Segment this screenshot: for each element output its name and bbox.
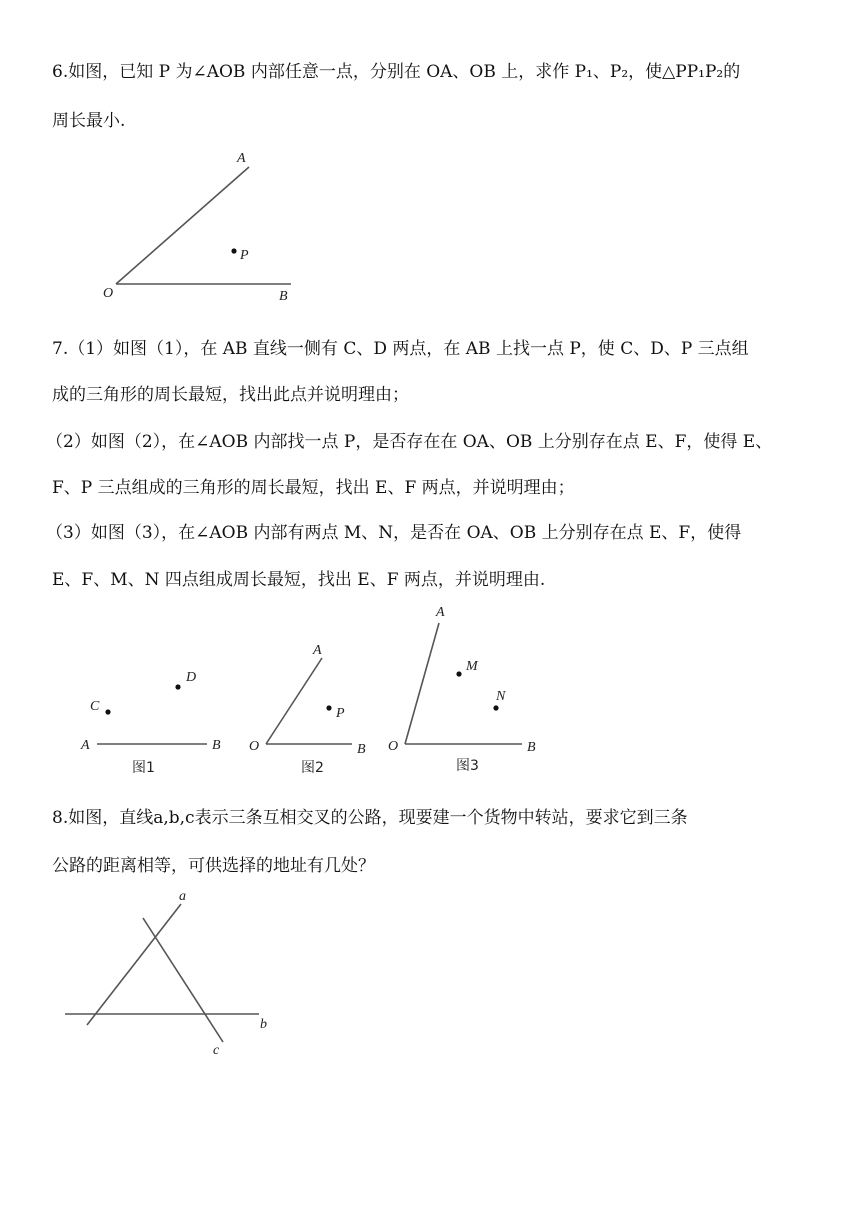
q7-text-line-3: （2）如图（2），在∠AOB 内部找一点 P，是否存在在 OA、OB 上分别存在点 E、F，使得 E、 — [46, 432, 773, 452]
caption-fig3: 图3 — [456, 758, 479, 774]
label-p: P — [336, 706, 345, 721]
q7-text-line-2: 成的三角形的周长最短，找出此点并说明理由； — [52, 385, 409, 405]
label-p: P — [240, 248, 249, 263]
q7-text-line-6: E、F、M、N 四点组成周长最短，找出 E、F 两点，并说明理由. — [52, 570, 546, 590]
label-d: D — [186, 670, 197, 685]
point-p — [326, 705, 331, 710]
caption-fig1: 图1 — [132, 760, 155, 776]
label-b: B — [357, 742, 366, 757]
label-a: A — [436, 605, 445, 620]
label-c: c — [213, 1043, 220, 1058]
road-c — [143, 918, 223, 1042]
label-a: a — [179, 889, 186, 904]
q7-text-line-1: 7.（1）如图（1），在 AB 直线一侧有 C、D 两点，在 AB 上找一点 P，使 C、D、P 三点组 — [52, 339, 749, 359]
point-p — [231, 248, 236, 253]
label-b: B — [527, 740, 536, 755]
label-b: b — [260, 1017, 267, 1032]
point-m — [456, 671, 461, 676]
q8-roads-figure — [55, 880, 285, 1060]
label-a: A — [237, 151, 246, 166]
q7-text-line-5: （3）如图（3），在∠AOB 内部有两点 M、N，是否在 OA、OB 上分别存在点 E、F，使得 — [46, 523, 742, 543]
q7-text-line-4: F、P 三点组成的三角形的周长最短，找出 E、F 两点，并说明理由； — [52, 478, 575, 498]
q6-text-line-2: 周长最小. — [52, 111, 126, 131]
point-c — [105, 709, 110, 714]
ray-oa — [405, 623, 439, 744]
q7-figure-3 — [380, 600, 550, 780]
point-n — [493, 705, 498, 710]
label-o: O — [249, 739, 260, 754]
q6-text-line-1: 6.如图，已知 P 为∠AOB 内部任意一点，分别在 OA、OB 上，求作 P₁、P₂，使△PP₁P₂的 — [52, 62, 741, 82]
q8-text-line-1: 8.如图，直线a,b,c表示三条互相交叉的公路，现要建一个货物中转站，要求它到三条 — [52, 808, 688, 828]
q7-figure-1 — [80, 660, 240, 780]
label-a: A — [81, 738, 90, 753]
label-b: B — [279, 289, 288, 304]
q8-text-line-2: 公路的距离相等，可供选择的地址有几处？ — [52, 856, 375, 876]
caption-fig2: 图2 — [301, 760, 324, 776]
label-a: A — [313, 643, 322, 658]
label-n: N — [496, 689, 506, 704]
label-b: B — [212, 738, 221, 753]
road-a — [87, 904, 181, 1025]
q6-angle-figure — [95, 145, 315, 305]
q7-figure-2 — [245, 640, 385, 780]
label-o: O — [103, 286, 114, 301]
label-o: O — [388, 739, 399, 754]
point-d — [175, 684, 180, 689]
label-m: M — [466, 659, 478, 674]
ray-oa — [116, 167, 249, 284]
ray-oa — [266, 658, 322, 744]
label-c: C — [90, 699, 100, 714]
